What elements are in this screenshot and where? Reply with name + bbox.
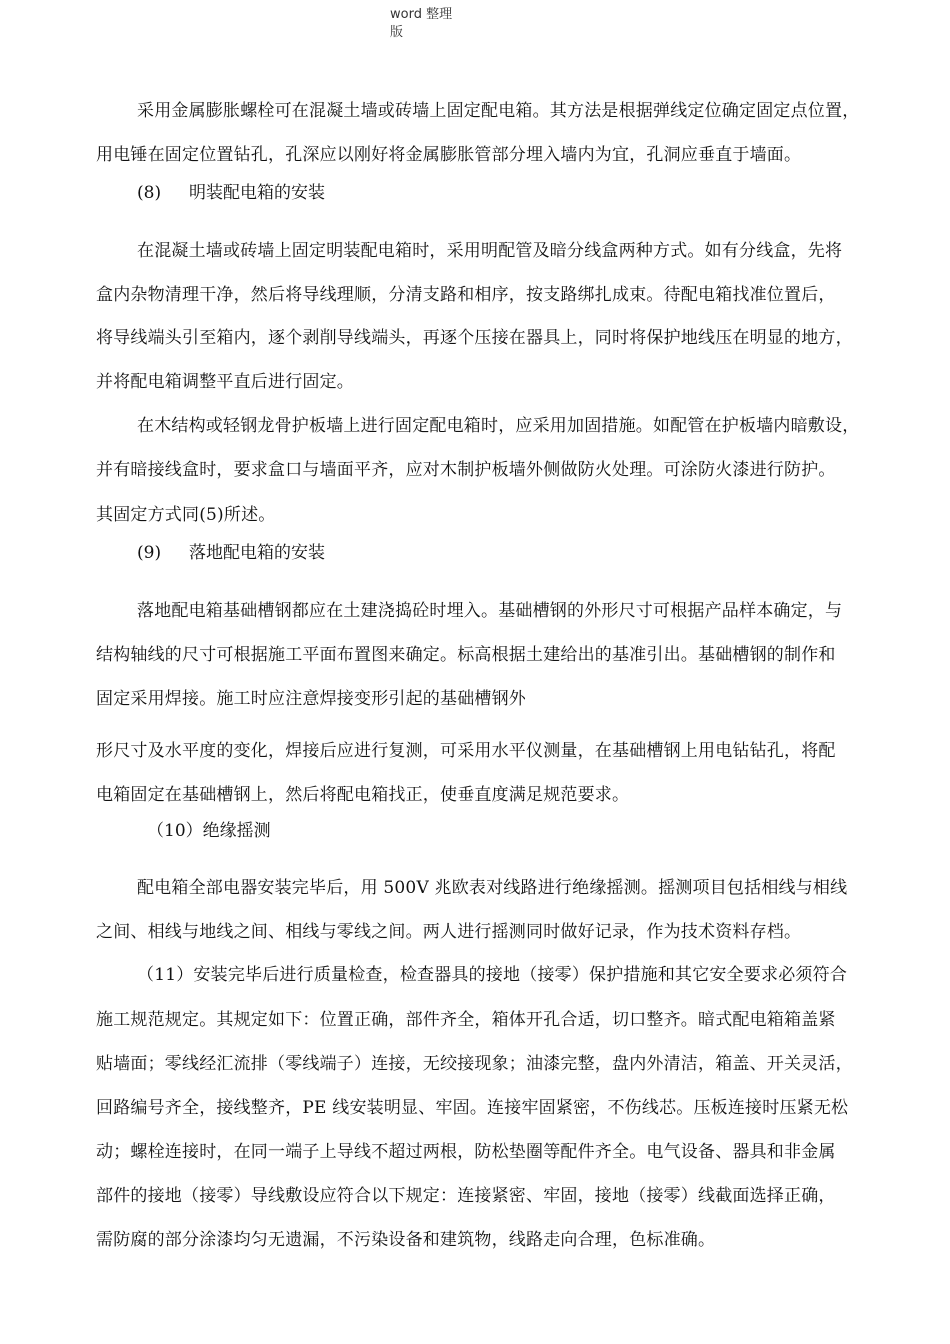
section-title: （10）绝缘摇测	[147, 821, 271, 841]
header-line-1: word 整理	[390, 7, 453, 22]
paragraph-line: 之间、相线与地线之间、相线与零线之间。两人进行摇测同时做好记录，作为技术资料存档。	[96, 922, 802, 942]
paragraph-line: 在木结构或轻钢龙骨护板墙上进行固定配电箱时，应采用加固措施。如配管在护板墙内暗敷设，	[137, 416, 860, 436]
paragraph-line: 固定采用焊接。施工时应注意焊接变形引起的基础槽钢外	[96, 689, 526, 709]
paragraph-line: 动；螺栓连接时，在同一端子上导线不超过两根，防松垫圈等配件齐全。电气设备、器具和非金属	[96, 1142, 836, 1162]
paragraph-line: 其固定方式同(5)所述。	[96, 505, 276, 525]
paragraph-line: 回路编号齐全，接线整齐，PE 线安装明显、牢固。连接牢固紧密，不伤线芯。压板连接时压紧无松	[96, 1098, 849, 1118]
paragraph-line: 电箱固定在基础槽钢上，然后将配电箱找正，使垂直度满足规范要求。	[96, 785, 630, 805]
header-line-2: 版	[390, 25, 404, 40]
paragraph-line: 形尺寸及水平度的变化，焊接后应进行复测，可采用水平仪测量，在基础槽钢上用电钻钻孔，将配	[96, 741, 836, 761]
paragraph-line: 并有暗接线盒时，要求盒口与墙面平齐，应对木制护板墙外侧做防火处理。可涂防火漆进行防护。	[96, 460, 836, 480]
section-heading-8	[137, 182, 325, 204]
section-heading-10	[147, 820, 271, 842]
paragraph-line: 用电锤在固定位置钻孔，孔深应以刚好将金属膨胀管部分埋入墙内为宜，孔洞应垂直于墙面。	[96, 145, 802, 165]
header-watermark	[390, 6, 470, 42]
section-title: 落地配电箱的安装	[189, 543, 325, 563]
paragraph-line: 需防腐的部分涂漆均匀无遗漏，不污染设备和建筑物，线路走向合理，色标准确。	[96, 1230, 716, 1250]
paragraph-line: 配电箱全部电器安装完毕后，用 500V 兆欧表对线路进行绝缘摇测。摇测项目包括相线与相线	[137, 878, 848, 898]
section-number: (9)	[137, 543, 162, 563]
paragraph-line: 落地配电箱基础槽钢都应在土建浇捣砼时埋入。基础槽钢的外形尺寸可根据产品样本确定，与	[137, 601, 843, 621]
section-heading-9	[137, 542, 325, 564]
paragraph-line: 并将配电箱调整平直后进行固定。	[96, 372, 354, 392]
paragraph-line: 将导线端头引至箱内，逐个剥削导线端头，再逐个压接在器具上，同时将保护地线压在明显的地方，	[96, 328, 853, 348]
section-number: (8)	[137, 183, 162, 203]
paragraph-line: 部件的接地（接零）导线敷设应符合以下规定：连接紧密、牢固，接地（接零）线截面选择正确，	[96, 1186, 836, 1206]
paragraph-line: 采用金属膨胀螺栓可在混凝土墙或砖墙上固定配电箱。其方法是根据弹线定位确定固定点位置，	[137, 101, 860, 121]
paragraph-line: 施工规范规定。其规定如下：位置正确，部件齐全，箱体开孔合适，切口整齐。暗式配电箱箱盖紧	[96, 1010, 836, 1030]
paragraph-line: 结构轴线的尺寸可根据施工平面布置图来确定。标高根据土建给出的基准引出。基础槽钢的制作和	[96, 645, 836, 665]
paragraph-line: 盒内杂物清理干净，然后将导线理顺，分清支路和相序，按支路绑扎成束。待配电箱找准位置后，	[96, 285, 836, 305]
paragraph-line: （11）安装完毕后进行质量检查，检查器具的接地（接零）保护措施和其它安全要求必须符合	[137, 965, 848, 985]
paragraph-line: 在混凝土墙或砖墙上固定明装配电箱时，采用明配管及暗分线盒两种方式。如有分线盒，先将	[137, 241, 843, 261]
section-title: 明装配电箱的安装	[189, 183, 325, 203]
paragraph-line: 贴墙面；零线经汇流排（零线端子）连接，无绞接现象；油漆完整，盘内外清洁，箱盖、开关灵活，	[96, 1054, 853, 1074]
